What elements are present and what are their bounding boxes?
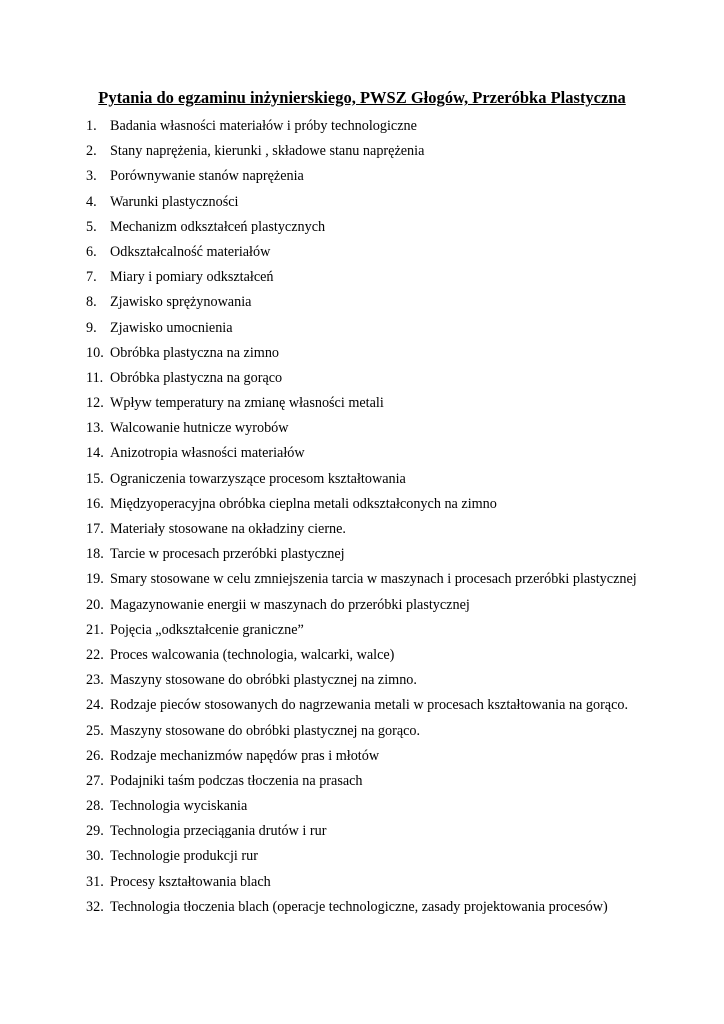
question-number: 11. bbox=[86, 369, 104, 386]
question-number: 20. bbox=[86, 596, 104, 613]
question-text: Technologia przeciągania drutów i rur bbox=[110, 823, 327, 840]
question-text: Warunki plastyczności bbox=[110, 193, 239, 210]
question-text: Mechanizm odkształceń plastycznych bbox=[110, 218, 326, 235]
question-item bbox=[86, 393, 637, 418]
question-item bbox=[86, 721, 637, 746]
question-text: Magazynowanie energii w maszynach do przeróbki plastycznej bbox=[110, 596, 470, 613]
question-text: Rodzaje pieców stosowanych do nagrzewania metali w procesach kształtowania na gorąco. bbox=[110, 697, 629, 714]
question-number: 22. bbox=[86, 646, 104, 663]
question-text: Ograniczenia towarzyszące procesom kształtowania bbox=[110, 470, 406, 487]
question-item bbox=[86, 242, 637, 267]
question-number: 7. bbox=[86, 269, 97, 286]
question-number: 19. bbox=[86, 571, 104, 588]
question-text: Rodzaje mechanizmów napędów pras i młotów bbox=[110, 747, 380, 764]
question-number: 13. bbox=[86, 420, 104, 437]
question-number: 31. bbox=[86, 873, 104, 890]
question-text: Porównywanie stanów naprężenia bbox=[110, 168, 304, 185]
question-text: Technologia wyciskania bbox=[110, 798, 248, 815]
question-item bbox=[86, 368, 637, 393]
question-number: 10. bbox=[86, 344, 104, 361]
question-number: 4. bbox=[86, 193, 97, 210]
question-item bbox=[86, 595, 637, 620]
question-item bbox=[86, 670, 637, 695]
question-text: Procesy kształtowania blach bbox=[110, 873, 271, 890]
question-text: Zjawisko sprężynowania bbox=[110, 294, 252, 311]
question-text: Materiały stosowane na okładziny cierne. bbox=[110, 521, 346, 537]
question-number: 25. bbox=[86, 722, 104, 739]
question-text: Obróbka plastyczna na zimno bbox=[110, 344, 280, 361]
question-text: Technologia tłoczenia blach (operacje technologiczne, zasady projektowania procesów) bbox=[110, 898, 608, 915]
question-item bbox=[86, 141, 637, 166]
question-text: Podajniki taśm podczas tłoczenia na prasach bbox=[110, 772, 363, 789]
question-number: 12. bbox=[86, 395, 104, 412]
question-item bbox=[86, 343, 637, 368]
question-number: 3. bbox=[86, 168, 97, 185]
question-number: 1. bbox=[86, 118, 97, 134]
question-number: 16. bbox=[86, 495, 104, 512]
question-item bbox=[86, 494, 637, 519]
question-number: 17. bbox=[86, 521, 104, 537]
question-text: Pojęcia „odkształcenie graniczne” bbox=[110, 621, 304, 638]
question-item bbox=[86, 267, 637, 292]
question-number: 15. bbox=[86, 470, 104, 487]
question-text: Odkształcalność materiałów bbox=[110, 243, 271, 260]
question-text: Proces walcowania (technologia, walcarki, walce) bbox=[110, 646, 395, 663]
question-item bbox=[86, 217, 637, 242]
question-item bbox=[86, 821, 637, 846]
question-item bbox=[86, 846, 637, 871]
question-item bbox=[86, 443, 637, 468]
question-number: 6. bbox=[86, 243, 97, 260]
question-text: Stany naprężenia, kierunki , składowe stanu naprężenia bbox=[110, 143, 425, 160]
question-item bbox=[86, 544, 637, 569]
question-item bbox=[86, 620, 637, 645]
question-number: 29. bbox=[86, 823, 104, 840]
question-item bbox=[86, 292, 637, 317]
question-number: 18. bbox=[86, 546, 104, 563]
question-text: Anizotropia własności materiałów bbox=[110, 445, 305, 462]
question-number: 27. bbox=[86, 772, 104, 789]
question-number: 32. bbox=[86, 898, 104, 915]
question-number: 5. bbox=[86, 218, 97, 235]
question-text: Maszyny stosowane do obróbki plastycznej na zimno. bbox=[110, 672, 417, 689]
page-title: Pytania do egzaminu inżynierskiego, PWSZ Głogów, Przeróbka Plastyczna bbox=[98, 88, 626, 107]
question-number: 28. bbox=[86, 798, 104, 815]
question-number: 14. bbox=[86, 445, 104, 462]
question-item bbox=[86, 645, 637, 670]
question-number: 21. bbox=[86, 621, 104, 638]
question-item bbox=[86, 418, 637, 443]
question-number: 26. bbox=[86, 747, 104, 764]
question-number: 8. bbox=[86, 294, 97, 311]
question-item bbox=[86, 192, 637, 217]
question-text: Technologie produkcji rur bbox=[110, 848, 258, 865]
question-item bbox=[86, 746, 637, 771]
question-item bbox=[86, 469, 637, 494]
question-item bbox=[86, 796, 637, 821]
question-item bbox=[86, 166, 637, 191]
question-text: Zjawisko umocnienia bbox=[110, 319, 233, 336]
question-item bbox=[86, 897, 637, 922]
question-list bbox=[86, 116, 637, 922]
question-number: 30. bbox=[86, 848, 104, 865]
question-item bbox=[86, 318, 637, 343]
question-item bbox=[86, 872, 637, 897]
question-text: Badania własności materiałów i próby technologiczne bbox=[110, 118, 417, 134]
question-text: Tarcie w procesach przeróbki plastycznej bbox=[110, 546, 345, 563]
question-text: Maszyny stosowane do obróbki plastycznej na gorąco. bbox=[110, 722, 421, 739]
question-number: 24. bbox=[86, 697, 104, 714]
question-item bbox=[86, 695, 637, 720]
question-text: Miary i pomiary odkształceń bbox=[110, 269, 274, 286]
question-item bbox=[86, 519, 637, 544]
question-text: Międzyoperacyjna obróbka cieplna metali odkształconych na zimno bbox=[110, 495, 497, 512]
question-text: Walcowanie hutnicze wyrobów bbox=[110, 420, 289, 437]
question-item bbox=[86, 569, 637, 594]
question-text: Obróbka plastyczna na gorąco bbox=[110, 369, 283, 386]
question-text: Wpływ temperatury na zmianę własności metali bbox=[110, 395, 384, 412]
question-text: Smary stosowane w celu zmniejszenia tarcia w maszynach i procesach przeróbki plastycznej bbox=[110, 571, 637, 588]
question-number: 23. bbox=[86, 672, 104, 689]
question-item bbox=[86, 771, 637, 796]
question-item bbox=[86, 116, 637, 141]
question-number: 2. bbox=[86, 143, 97, 160]
question-number: 9. bbox=[86, 319, 97, 336]
